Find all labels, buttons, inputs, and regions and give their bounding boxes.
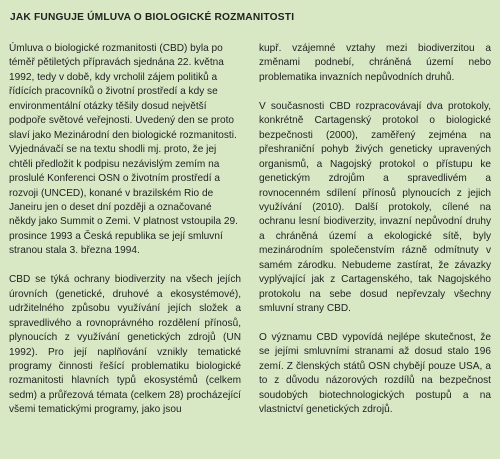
paragraph-scope: CBD se týká ochrany biodiverzity na všech jejích úrovních (genetické, druhové a ekosystémové), udržitelného způsobu využívání jejích složek a spravedlivého a rovnoprávného rozdělení přínosů, plynoucích z využívání genetických zdrojů (UN 1992). Pro její naplňování vznikly tematické programy činnosti řešící problematiku biologické rozmanitosti hlavních typů ekosystémů (celkem sedm) a průřezová témata (celkem 28) procházející všemi tematickými programy, jako jsou [9, 274, 241, 416]
left-column [9, 42, 241, 418]
text-columns [9, 42, 491, 418]
paragraph-protocols: V současnosti CBD rozpracovávají dva protokoly, konkrétně Cartagenský protokol o biologické bezpečnosti (2000), zaměřený zejména na přeshraniční pohyb živých geneticky upravených organismů, a Nagojský protokol o přístupu ke genetickým zdrojům a spravedlivém a rovnocenném sdílení přínosů plynoucích z jejich využívání (2010). Další protokoly, cílené na ochranu lesní biodiverzity, invazní nepůvodní druhy a chráněná území a ekologické sítě, byly mezinárodním společenstvím rázně odmítnuty v samém zárodku. Nebudeme zastírat, že závazky vyplývající jak z Cartagenského, tak Nagojského protokolu na sebe dosud nepřevzaly všechny smluvní strany CBD. [259, 100, 491, 315]
paragraph-continuation: kupř. vzájemné vztahy mezi biodiverzitou a změnami podnebí, chráněná území nebo problematika invazních nepůvodních druhů. [259, 43, 491, 83]
right-column [259, 42, 491, 418]
paragraph-significance: O významu CBD vypovídá nejlépe skutečnost, že se jejími smluvními stranami až dosud stalo 196 zemí. Z členských států OSN chybějí pouze USA, a to z důvodu názorových rozdílů na bezpečnost soudobých biotechnologických postupů a na vlastnictví genetických zdrojů. [259, 332, 491, 416]
box-title: JAK FUNGUJE ÚMLUVA O BIOLOGICKÉ ROZMANITOSTI [10, 12, 295, 23]
paragraph-history: Úmluva o biologické rozmanitosti (CBD) byla po téměř pětiletých přípravách sjednána 22. května 1992, tedy v době, kdy vrcholil zájem politiků a řídících pracovníků o životní prostředí a kdy se environmentální otázky těšily dosud největší podpoře světové veřejnosti. Uvedený den se proto slaví jako Mezinárodní den biologické rozmanitosti. Vyjednávačí se na textu shodli mj. proto, že jej chtěli předložit k podpisu nezávislým zemím na proslulé Konferenci OSN o životním prostředí a rozvoji (UNCED), konané v brazilském Rio de Janeiru jen o deset dní později a označované někdy jako Summit o Zemi. V platnost vstoupila 29. prosince 1993 a Česká republika se její smluvní stranou stala 3. března 1994. [9, 43, 238, 257]
